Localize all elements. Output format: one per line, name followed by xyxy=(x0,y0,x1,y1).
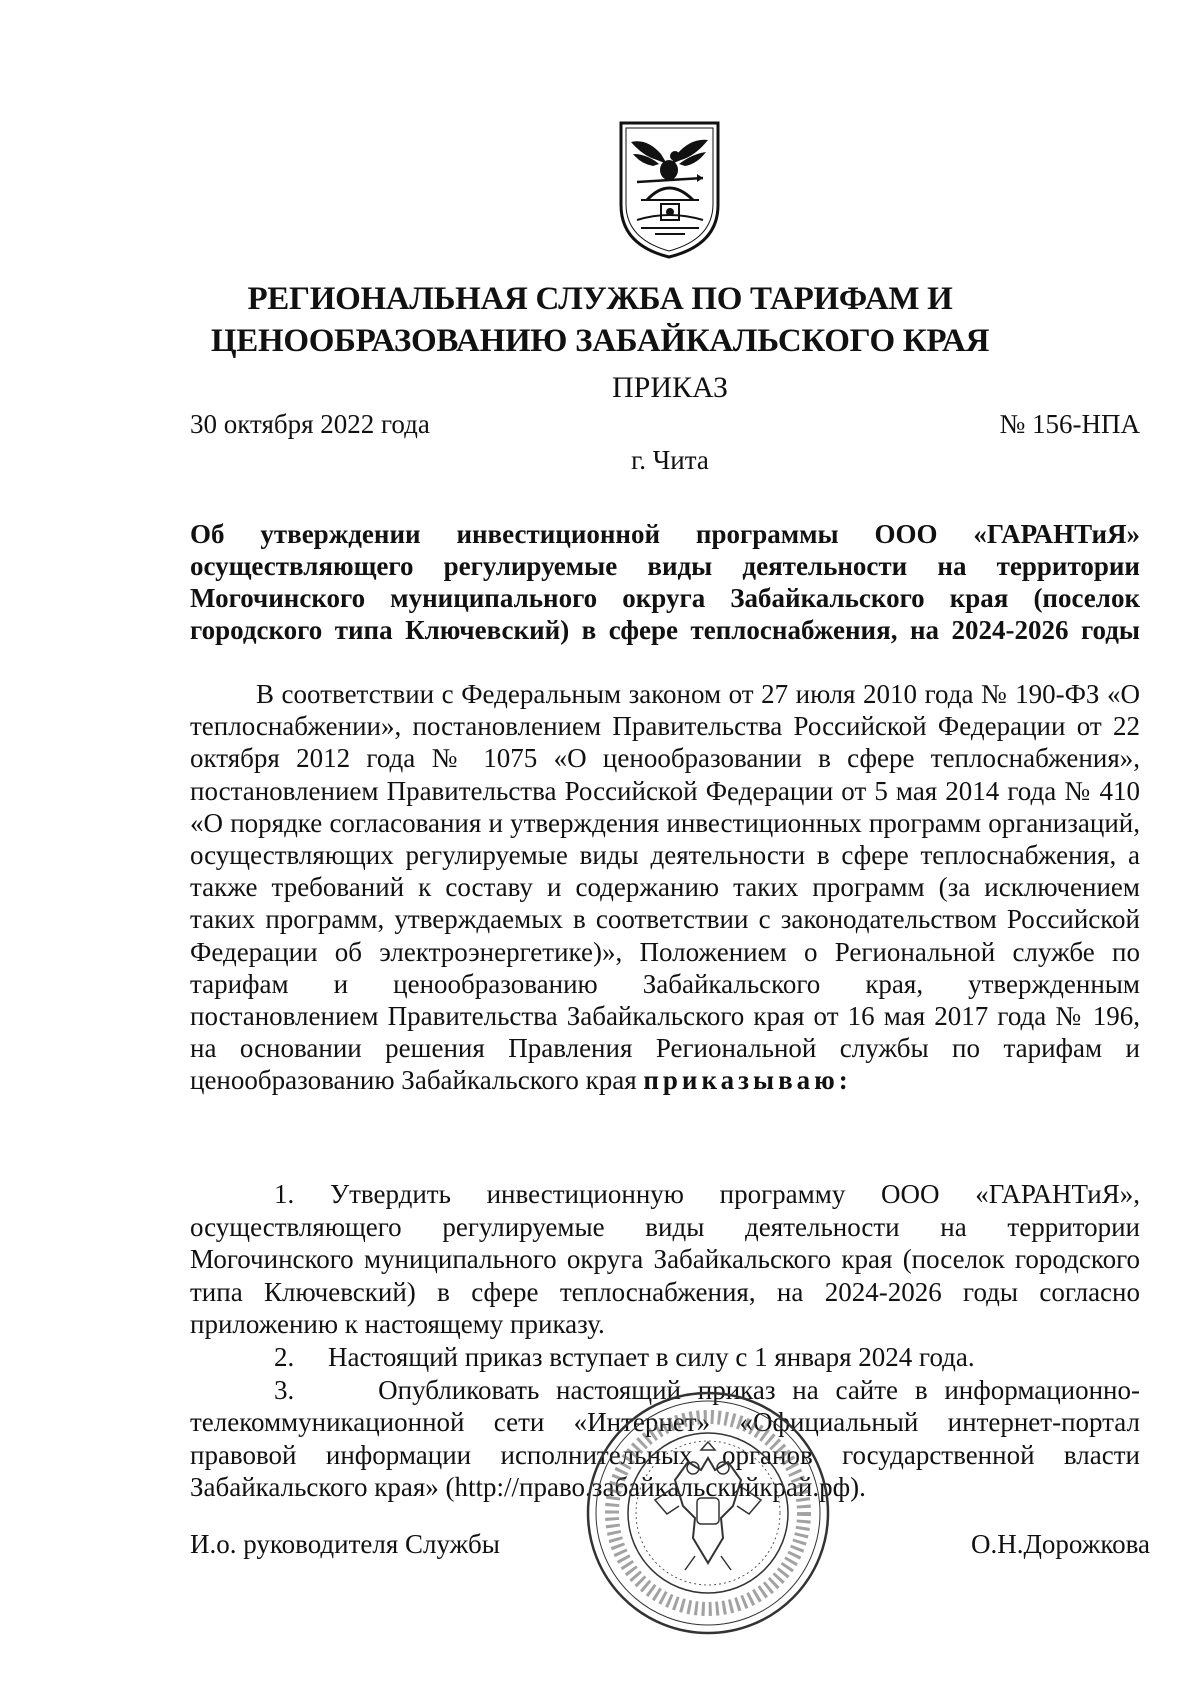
document-title-line-2: осуществляющего регулируемые виды деятельности на территории xyxy=(190,551,1140,581)
list-item xyxy=(190,1178,1140,1341)
item-number: 3. xyxy=(274,1374,295,1405)
document-number: № 156-НПА xyxy=(999,409,1140,439)
document-date: 30 октября 2022 года xyxy=(190,409,430,439)
item-number: 2. xyxy=(274,1341,295,1372)
signatory-role: И.о. руководителя Службы xyxy=(190,1529,500,1559)
item-number: 1. xyxy=(274,1179,295,1209)
preamble-text: В соответствии с Федеральным законом от 27 июля 2010 года № 190-ФЗ «О теплоснабжении», постановлением Правительства Российской Федерации от 22 октября 2012 года № 1075 «О ценообразовании в сфере теплоснабжения», постановлением Правительства Российской Федерации от 5 мая 2014 года № 410 «О порядке согласования и утверждения инвестиционных программ организаций, осуществляющих регулируемые виды деятельности в сфере теплоснабжения, а также требований к составу и содержанию таких программ (за исключением таких программ, утверждаемых в соответствии с законодательством Российской Федерации об электроэнергетике)», Положением о Региональной службе по тарифам и ценообразованию Забайкальского края, утвержденным постановлением Правительства Забайкальского края от 16 мая 2017 года № 196, на основании решения Правления Региональной службы по тарифам и ценообразованию Забайкальского края xyxy=(190,679,1140,1096)
document-title-line-4: городского типа Ключевский) в сфере теплоснабжения, на 2024-2026 годы xyxy=(190,615,1140,645)
list-item xyxy=(190,1341,1140,1374)
organization-name-line-2: ЦЕНООБРАЗОВАНИЮ ЗАБАЙКАЛЬСКОГО КРАЯ xyxy=(210,323,990,359)
preamble xyxy=(190,678,1140,1097)
regional-coat-of-arms-icon xyxy=(617,120,722,260)
document-type: ПРИКАЗ xyxy=(612,371,728,404)
document-city: г. Чита xyxy=(631,445,709,475)
organization-name xyxy=(170,278,1030,362)
signatory-name: О.Н.Дорожкова xyxy=(970,1529,1150,1559)
document-title-line-3: Могочинского муниципального округа Забайкальского края (поселок xyxy=(190,583,1140,613)
item-text: Опубликовать настоящий приказ на сайте в информационно-телекоммуникационной сети «Интернет» «Официальный интернет-портал правовой информации исполнительных органов государственной власти Забайкальского края» (http://право.забайкальскийкрай.рф). xyxy=(190,1374,1140,1503)
item-text: Утвердить инвестиционную программу ООО «ГАРАНТиЯ», осуществляющего регулируемые виды деятельности на территории Могочинского муниципального округа Забайкальского края (поселок городского типа Ключевский) в сфере теплоснабжения, на 2024-2026 годы согласно приложению к настоящему приказу. xyxy=(190,1179,1141,1340)
item-text: Настоящий приказ вступает в силу с 1 января 2024 года. xyxy=(328,1341,975,1372)
official-seal-icon xyxy=(583,1388,833,1638)
document-title xyxy=(190,518,1140,646)
document-title-line-1: Об утверждении инвестиционной программы ООО «ГАРАНТиЯ» xyxy=(190,519,1140,549)
organization-name-line-1: РЕГИОНАЛЬНАЯ СЛУЖБА ПО ТАРИФАМ И xyxy=(247,281,953,317)
order-word: приказываю: xyxy=(643,1065,852,1096)
